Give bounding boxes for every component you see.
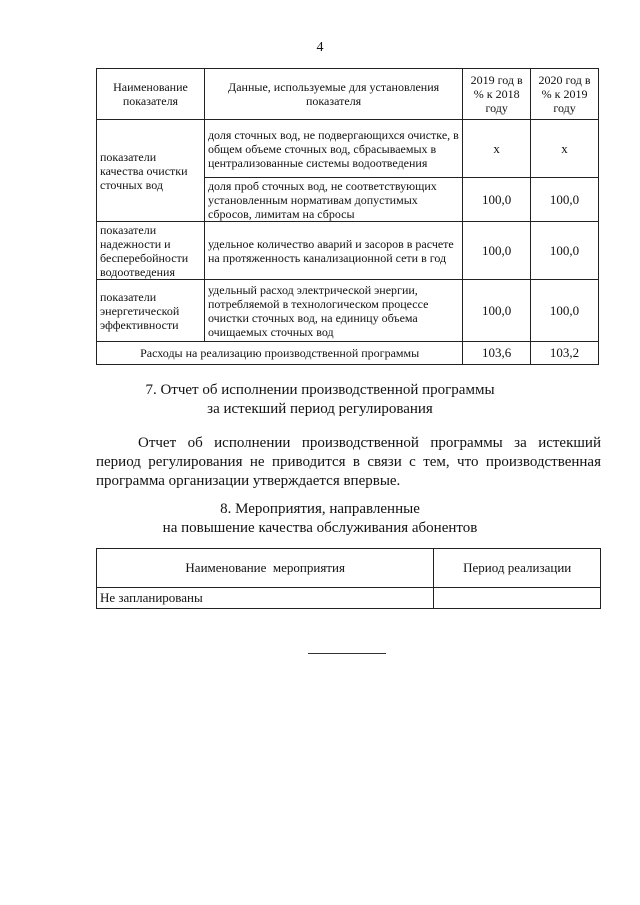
indicator-group-name: показатели энергетической эффективности xyxy=(97,280,205,342)
indicator-description: удельное количество аварий и засоров в расчете на протяженность канализационной сети в год xyxy=(204,222,462,280)
header-data-used: Данные, используемые для установления показателя xyxy=(204,69,462,120)
table-row xyxy=(97,280,599,342)
value-2020: х xyxy=(531,120,599,178)
value-2019: 100,0 xyxy=(463,178,531,222)
indicator-description: удельный расход электрической энергии, потребляемой в технологическом процессе очистки сточных вод, на единицу объема очищаемых сточных вод xyxy=(204,280,462,342)
section7-paragraph xyxy=(96,434,601,491)
value-2019: х xyxy=(463,120,531,178)
table-row xyxy=(97,120,599,178)
table-row xyxy=(97,588,601,609)
indicator-group-name: показатели надежности и бесперебойности водоотведения xyxy=(97,222,205,280)
value-2019: 100,0 xyxy=(463,222,531,280)
indicator-description: доля сточных вод, не подвергающихся очистке, в общем объеме сточных вод, сбрасываемых в централизованные системы водоотведения xyxy=(204,120,462,178)
table-header-row xyxy=(97,69,599,120)
value-2019: 100,0 xyxy=(463,280,531,342)
indicator-description: доля проб сточных вод, не соответствующих установленным нормативам допустимых сбросов, лимитам на сбросы xyxy=(204,178,462,222)
table-row xyxy=(97,222,599,280)
header-2020: 2020 год в % к 2019 году xyxy=(531,69,599,120)
page-number: 4 xyxy=(316,40,324,55)
section8-title-line1: 8. Мероприятия, направленные xyxy=(220,501,420,517)
header-indicator-name: Наименование показателя xyxy=(97,69,205,120)
value-2020: 100,0 xyxy=(531,178,599,222)
table-total-row xyxy=(97,342,599,365)
event-name: Не запланированы xyxy=(97,588,434,609)
events-header-row xyxy=(97,549,601,588)
section7-text-line1: Отчет об исполнении производственной программы за истекший xyxy=(138,435,601,451)
section8-heading xyxy=(0,500,640,538)
section7-title-line2: за истекший период регулирования xyxy=(207,401,433,417)
section7-text-line2: период регулирования не приводится в связи с тем, что производственная xyxy=(96,454,601,470)
header-event-name: Наименование мероприятия xyxy=(97,549,434,588)
section7-title-line1: 7. Отчет об исполнении производственной программы xyxy=(145,382,495,398)
value-2020: 100,0 xyxy=(531,222,599,280)
end-divider xyxy=(308,653,386,654)
total-2019: 103,6 xyxy=(463,342,531,365)
total-2020: 103,2 xyxy=(531,342,599,365)
header-2019: 2019 год в % к 2018 году xyxy=(463,69,531,120)
section7-heading xyxy=(0,381,640,419)
total-label: Расходы на реализацию производственной программы xyxy=(97,342,463,365)
header-period: Период реализации xyxy=(434,549,601,588)
indicators-table xyxy=(96,68,599,365)
event-period xyxy=(434,588,601,609)
events-table xyxy=(96,548,601,609)
value-2020: 100,0 xyxy=(531,280,599,342)
section8-title-line2: на повышение качества обслуживания абонентов xyxy=(162,520,478,536)
indicator-group-name: показатели качества очистки сточных вод xyxy=(97,120,205,222)
section7-text-line3: программа организации утверждается впервые. xyxy=(96,473,401,489)
